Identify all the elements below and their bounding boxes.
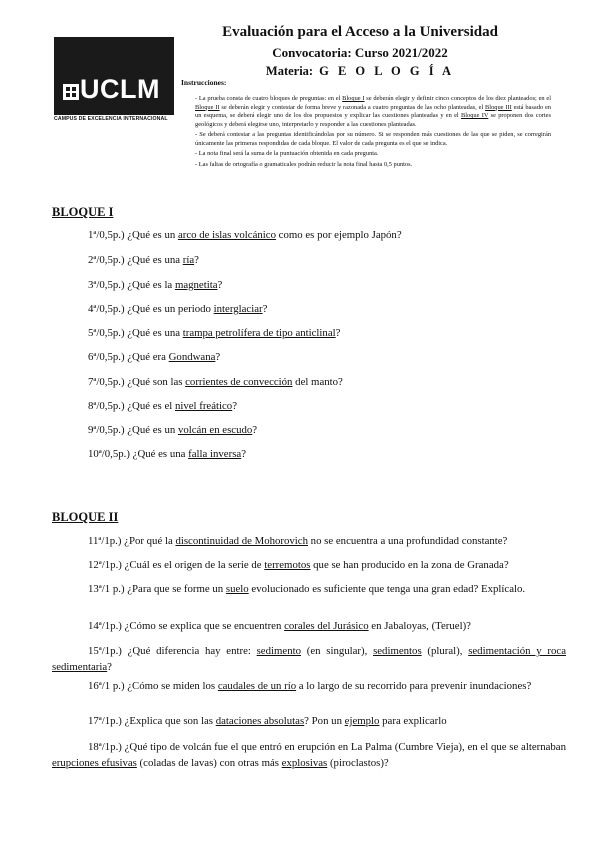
key-term: Bloque I xyxy=(342,95,365,102)
text-segment: 8ª/0,5p.) ¿Qué es el xyxy=(88,400,175,412)
text-segment: está basado en un esquema, se deberá elegir uno de los dos propuestos y explicar las cuestiones planteadas y en el xyxy=(195,103,551,119)
text-segment: ? xyxy=(107,660,112,673)
text-segment: 18ª/1p.) ¿Qué tipo de volcán fue el que entró en erupción en La Palma (Cumbre Vieja), en el que se alternaban xyxy=(88,741,566,753)
text-segment: ? xyxy=(241,448,246,460)
text-segment: (plural), xyxy=(421,645,469,657)
materia-value: G E O L O G Í A xyxy=(319,64,455,78)
text-segment: 9ª/0,5p.) ¿Qué es un xyxy=(88,424,178,436)
question-item xyxy=(52,399,566,415)
text-segment: no se encuentra a una profundidad constante? xyxy=(307,535,508,547)
text-segment: 4ª/0,5p.) ¿Qué es un periodo xyxy=(88,303,214,315)
convocatoria: Convocatoria: Curso 2021/2022 xyxy=(272,45,448,60)
text-segment: que se han producido en la zona de Granada? xyxy=(310,559,509,571)
key-term: ría xyxy=(182,254,195,266)
question-item xyxy=(52,423,566,439)
instruction-item xyxy=(195,131,551,148)
materia-label: Materia: xyxy=(265,64,314,78)
question-item xyxy=(52,679,566,695)
text-segment: para explicarlo xyxy=(379,715,447,727)
text-segment: ? xyxy=(194,254,199,266)
logo-subtitle: CAMPUS DE EXCELENCIA INTERNACIONAL xyxy=(54,116,168,122)
key-term: erupciones efusivas xyxy=(52,756,137,769)
question-item xyxy=(52,228,566,244)
instruction-item xyxy=(195,150,551,159)
key-term: discontinuidad de Mohorovich xyxy=(175,535,308,547)
text-segment: 12ª/1p.) ¿Cuál es el origen de la serie de xyxy=(88,559,265,571)
question-item xyxy=(52,619,566,635)
logo-text: UCLM xyxy=(80,74,160,104)
bloque-2-heading: BLOQUE II xyxy=(52,510,119,524)
text-segment: 10ª/0,5p.) ¿Qué es una xyxy=(88,448,189,460)
text-segment: 1ª/0,5p.) ¿Qué es un xyxy=(88,229,178,241)
question-item xyxy=(52,558,566,574)
text-segment: - Se deberá contestar a las preguntas identificándolas por su número. Si se responden más cuestiones de las que se piden, se corregirán únicamente las primeras respondidas de cada bloque. El valor de cada pregunta es el que se indica. xyxy=(195,131,551,147)
instructions-heading: Instrucciones: xyxy=(181,78,227,87)
text-segment: 7ª/0,5p.) ¿Qué son las xyxy=(88,376,186,388)
instruction-item xyxy=(195,161,551,170)
key-term: explosivas xyxy=(281,756,328,769)
key-term: corrientes de convección xyxy=(185,376,293,388)
text-segment: 2ª/0,5p.) ¿Qué es una xyxy=(88,254,183,266)
text-segment: 14ª/1p.) ¿Cómo se explica que se encuentren xyxy=(88,620,285,632)
question-item xyxy=(52,326,566,342)
key-term: sedimentos xyxy=(373,645,422,657)
bloque-1-heading: BLOQUE I xyxy=(52,205,114,219)
key-term: caudales de un río xyxy=(217,680,297,692)
text-segment: ? xyxy=(252,424,258,436)
key-term: dataciones absolutas xyxy=(215,715,305,727)
key-term: Gondwana xyxy=(168,351,216,363)
text-segment: 16ª/1 p.) ¿Cómo se miden los xyxy=(88,680,218,692)
key-term: arco de islas volcánico xyxy=(177,229,276,241)
text-segment: ? xyxy=(335,327,341,339)
question-item xyxy=(52,375,566,391)
key-term: sedimento xyxy=(256,645,301,657)
text-segment: - La prueba consta de cuatro bloques de preguntas: en el xyxy=(195,95,343,102)
text-segment: a lo largo de su recorrido para prevenir inundaciones? xyxy=(296,680,532,692)
text-segment: del manto? xyxy=(292,376,343,388)
text-segment: 17ª/1p.) ¿Explica que son las xyxy=(88,715,216,727)
text-segment: (piroclastos)? xyxy=(327,756,389,769)
key-term: terremotos xyxy=(264,559,311,571)
text-segment: evolucionado es suficiente que tenga una gran edad? Explícalo. xyxy=(248,583,526,595)
text-segment: (coladas de lavas) con otras más xyxy=(136,756,282,769)
text-segment: ? xyxy=(217,279,223,291)
text-segment: 6ª/0,5p.) ¿Qué era xyxy=(88,351,169,363)
question-item xyxy=(52,447,566,463)
key-term: interglaciar xyxy=(213,303,263,315)
text-segment: se deberán elegir y contestar de forma breve y razonada a cuatro preguntas de las ocho planteadas, el xyxy=(219,103,486,111)
question-item xyxy=(52,278,566,294)
key-term: trampa petrolífera de tipo anticlinal xyxy=(182,327,336,339)
text-segment: (en singular), xyxy=(301,645,374,657)
key-term: Bloque IV xyxy=(460,112,489,119)
materia xyxy=(180,64,540,79)
question-item xyxy=(52,714,566,730)
instruction-item xyxy=(195,95,551,129)
question-item xyxy=(52,644,566,675)
key-term: falla inversa xyxy=(188,448,242,460)
question-item xyxy=(52,302,566,318)
text-segment: se deberán elegir y definir cinco conceptos de los diez planteados; en el xyxy=(364,95,551,102)
key-term: Bloque II xyxy=(195,103,220,111)
question-item xyxy=(52,582,566,598)
text-segment: como es por ejemplo Japón? xyxy=(275,229,402,241)
text-segment: - La nota final será la suma de la puntuación obtenida en cada pregunta. xyxy=(195,150,379,158)
text-segment: en Jabaloyas, (Teruel)? xyxy=(368,620,471,632)
text-segment: 11ª/1p.) ¿Por qué la xyxy=(88,535,176,547)
uclm-emblem-icon xyxy=(62,83,80,101)
text-segment: 15ª/1p.) ¿Qué diferencia hay entre: xyxy=(88,645,257,657)
question-item xyxy=(52,350,566,366)
key-term: corales del Jurásico xyxy=(284,620,369,632)
key-term: Bloque III xyxy=(485,103,512,111)
exam-title: Evaluación para el Acceso a la Universidad xyxy=(222,24,498,40)
instructions-list xyxy=(195,95,551,172)
text-segment: ? xyxy=(232,400,237,412)
text-segment: ? xyxy=(215,351,221,363)
key-term: nivel freático xyxy=(174,400,233,412)
uclm-logo xyxy=(54,37,174,115)
text-segment: 3ª/0,5p.) ¿Qué es la xyxy=(88,279,175,291)
question-item xyxy=(52,253,566,269)
text-segment: - Las faltas de ortografía o gramaticales podrán reducir la nota final hasta 0,5 puntos. xyxy=(195,161,413,169)
question-item xyxy=(52,740,566,771)
text-segment: ? xyxy=(262,303,268,315)
text-segment: se proponen dos cortes geológicos y deberá elegirse uno, interpretarlo y responder a las cuestiones planteadas. xyxy=(195,112,552,128)
key-term: ejemplo xyxy=(344,715,380,727)
key-term: magnetita xyxy=(174,279,218,291)
key-term: sedimentación y roca sedimentaria xyxy=(52,645,566,673)
key-term: volcán en escudo xyxy=(177,424,253,436)
key-term: suelo xyxy=(225,583,249,595)
text-segment: ? Pon un xyxy=(304,715,345,727)
text-segment: 13ª/1 p.) ¿Para que se forme un xyxy=(88,583,226,595)
text-segment: 5ª/0,5p.) ¿Qué es una xyxy=(88,327,183,339)
question-item xyxy=(52,534,566,550)
